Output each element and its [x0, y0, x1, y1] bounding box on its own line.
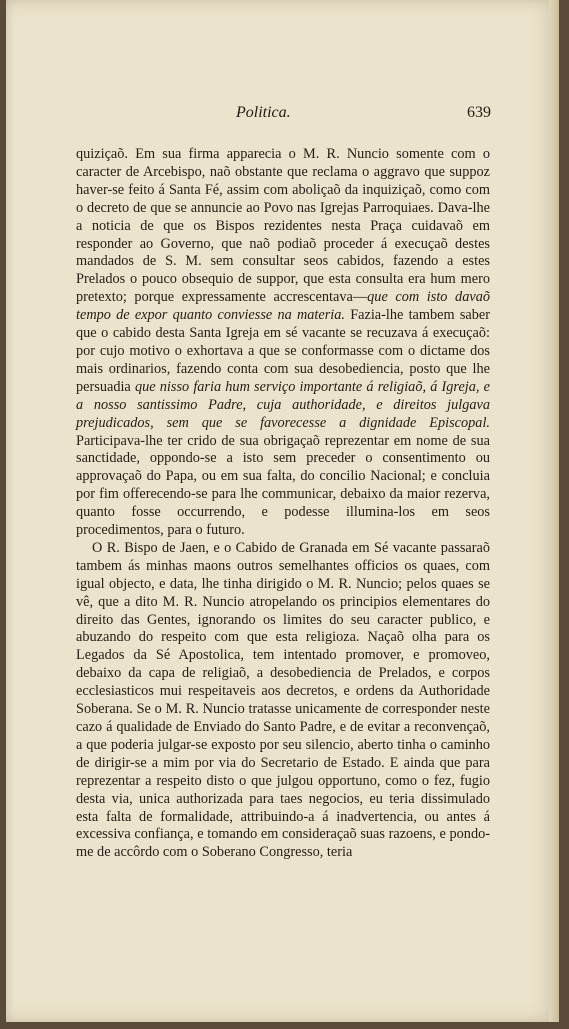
running-title: Politica.	[236, 104, 291, 121]
paragraph-1	[76, 146, 490, 540]
paragraph-1-text-c: Fazia-lhe tambem saber que o cabido desta Santa Igreja em sé vacante se recuzava á execuçaõ: por cujo motivo o exhortava a que se conformasse com o dictame dos mais ordinarios, fazendo conta com sua desobediencia, posto que lhe persuadia	[76, 307, 490, 395]
paragraph-2: O R. Bispo de Jaen, e o Cabido de Granada em Sé vacante passaraõ tambem ás minhas maons outros semelhantes officios os quaes, com igual objecto, e data, lhe tinha dirigido o M. R. Nuncio; pelos quaes se vê, que a dito M. R. Nuncio atropelando os principios elementares do direito das Gentes, ignorando os limites do seu caracter publico, e abuzando do respeito com que esta religioza. Naçaõ olha para os Legados da Sé Apostolica, tem intentado promover, e promoveo, debaixo da capa de religiaõ, a desobediencia de Prelados, e corpos ecclesiasticos mui respeitaveis aos decretos, e ordens da Authoridade Soberana. Se o M. R. Nuncio tratasse unicamente de corresponder neste cazo á qualidade de Enviado do Santo Padre, e de evitar a reconvençaõ, a que poderia julgar-se exposto por seu silencio, aberto tinha o caminho de dirigir-se a mim por via do Secretario de Estado. E ainda que para reprezentar a respeito disto o que julgou opportuno, como o fez, fugio desta via, unica authorizada para taes negocios, eu teria dissimulado esta falta de formalidade, attribuindo-a á inadvertencia, ou antes á excessiva confiança, e tomando em consideraçaõ suas razoens, e pondo-me de accôrdo com o Soberano Congresso, teria	[76, 539, 490, 861]
paragraph-1-italic-quote: que com isto davaõ tempo de expor quanto conviesse na materia.	[76, 289, 490, 324]
page-edge	[549, 0, 559, 1022]
paragraph-1-text-a: quiziçaõ. Em sua firma apparecia o M. R. Nuncio somente com o caracter de Arcebispo, naõ obstante que reclama o aggravo que suppoz haver-se feito á Santa Fé, assim com aboliçaõ da inquiziçaõ, como com o decreto de que se annuncie ao Povo nas Igrejas Parroquiaes. Dava-lhe a noticia de que os Bispos rezidentes nesta Praça cuidavaõ em responder ao Governo, que naõ podiaõ proceder á execuçaõ destes mandados de S. M. sem consultar seos cabidos, fazendo a estes Prelados o pouco obsequio de suppor, que esta consulta era hum mero pretexto; porque expressamente accrescentava—	[76, 146, 490, 306]
body-text	[76, 146, 490, 862]
paragraph-1-text-e: Participava-lhe ter crido de sua obrigaçaõ reprezentar em nome de sua sanctidade, oppondo-se a isto sem preceder o consentimento ou approvaçaõ do Papa, ou em sua falta, do concilio Nacional; e concluia por fim offerecendo-se para lhe communicar, debaixo da maior rezerva, quanto fosse occurrendo, e podesse illumina-los em seos procedimentos, para o futuro.	[76, 432, 490, 539]
page-header	[66, 104, 491, 128]
paragraph-1-italic-persuasion: que nisso faria hum serviço importante á religiaõ, á Igreja, e a nosso santissimo Padre, cuja authoridade, e direitos julgava prejudicados, sem que se favorecesse a dignidade Episcopal.	[76, 378, 490, 431]
book-page	[6, 0, 559, 1022]
page-number: 639	[467, 104, 491, 121]
